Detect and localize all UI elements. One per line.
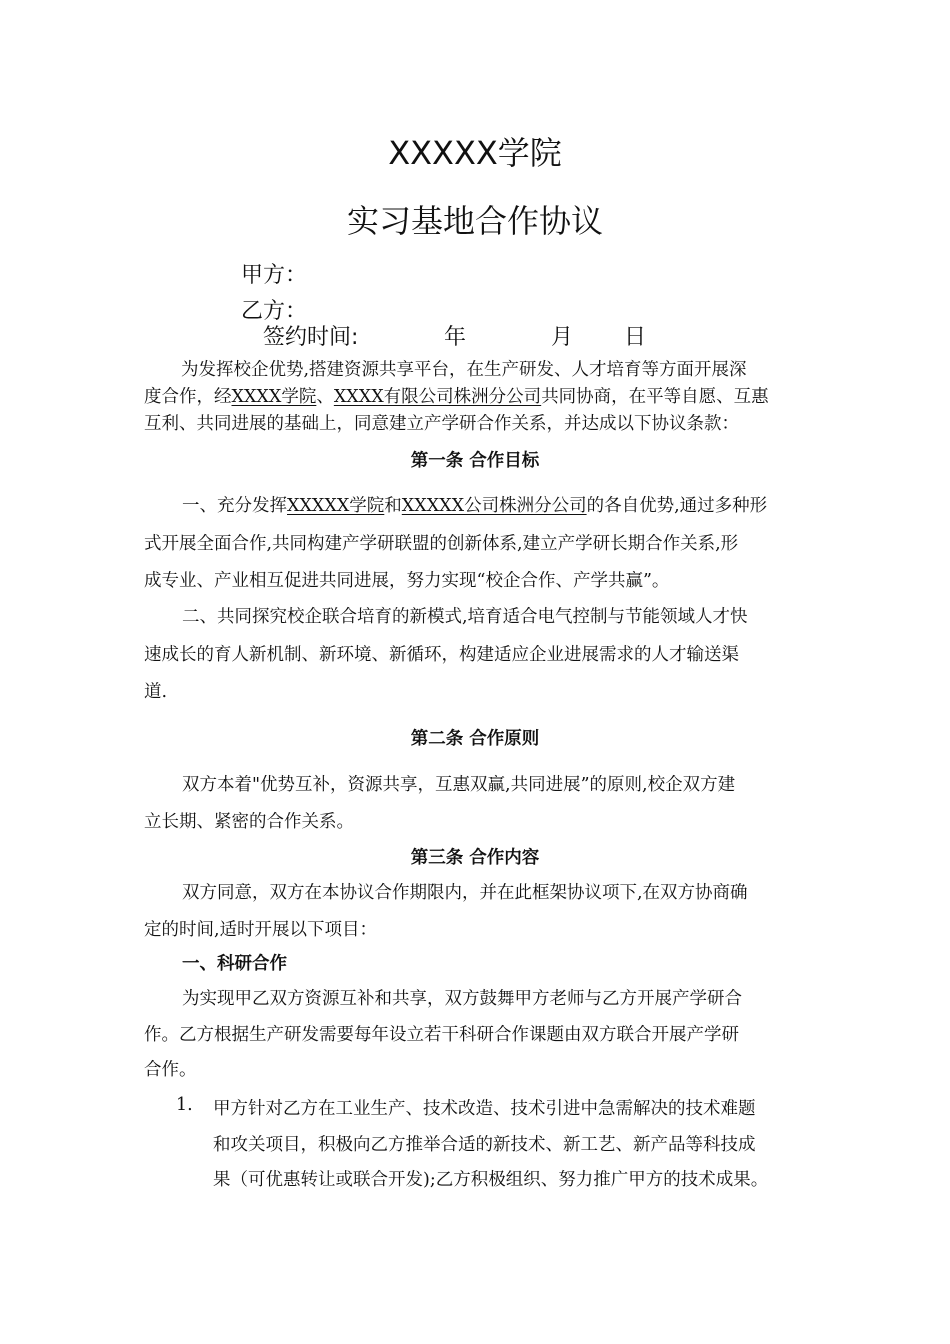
party-a-name: XXXX学院 — [231, 387, 317, 407]
party-a-label: 甲方： — [241, 263, 308, 288]
sign-year: 年 — [444, 325, 467, 350]
item-1-line-1: 甲方针对乙方在工业生产、技术改造、技术引进中急需解决的技术难题 — [213, 1099, 756, 1119]
item-1-number: 1. — [176, 1095, 193, 1115]
section-1-line-2: 作。乙方根据生产研发需要每年设立若干科研合作课题由双方联合开展产学研 — [144, 1025, 739, 1045]
sign-time-label: 签约时间: — [263, 325, 359, 350]
party-b-label: 乙方： — [241, 299, 308, 324]
article-1-para-2-line-1: 二、共同探究校企联合培育的新模式,培育适合电气控制与节能领域人才快 — [182, 607, 748, 627]
item-1-line-2: 和攻关项目，积极向乙方推举合适的新技术、新工艺、新产品等科技成 — [213, 1135, 756, 1155]
intro-line-2: 度合作，经XXXX学院、XXXX有限公司株洲分公司共同协商，在平等自愿、互惠 — [144, 387, 769, 407]
party-b-name: XXXX有限公司株洲分公司 — [333, 387, 542, 407]
article-1-heading: 第一条 合作目标 — [410, 451, 540, 471]
article-1-para-2-line-2: 速成长的育人新机制、新环境、新循环，构建适应企业进展需求的人才输送渠 — [144, 645, 739, 665]
document-title: XXXXX学院 — [388, 134, 562, 172]
article-2-heading: 第二条 合作原则 — [410, 729, 540, 749]
sign-month: 月 — [551, 325, 574, 350]
article-3-line-2: 定的时间,适时开展以下项目： — [144, 920, 378, 940]
section-1-line-1: 为实现甲乙双方资源互补和共享，双方鼓舞甲方老师与乙方开展产学研合 — [182, 989, 742, 1009]
article-1-para-2-line-3: 道. — [144, 682, 168, 702]
document-subtitle: 实习基地合作协议 — [346, 202, 603, 240]
sign-day: 日 — [624, 325, 647, 350]
intro-line-3: 互利、共同进展的基础上，同意建立产学研合作关系，并达成以下协议条款： — [144, 414, 739, 434]
intro-line-1: 为发挥校企优势,搭建资源共享平台，在生产研发、人才培育等方面开展深 — [181, 360, 747, 380]
article-1-para-1-line-1: 一、充分发挥XXXXX学院和XXXXX公司株洲分公司的各自优势,通过多种形 — [182, 496, 768, 516]
section-1-line-3: 合作。 — [144, 1060, 197, 1080]
article-3-line-1: 双方同意，双方在本协议合作期限内，并在此框架协议项下,在双方协商确 — [182, 883, 748, 903]
article-1-para-1-line-3: 成专业、产业相互促进共同进展，努力实现“校企合作、产学共赢”。 — [144, 571, 670, 591]
section-1-title: 一、科研合作 — [182, 954, 287, 974]
article-3-heading: 第三条 合作内容 — [410, 848, 540, 868]
item-1-line-3: 果（可优惠转让或联合开发);乙方积极组织、努力推广甲方的技术成果。 — [213, 1170, 769, 1190]
article-2-line-2: 立长期、紧密的合作关系。 — [144, 812, 354, 832]
article-2-line-1: 双方本着"优势互补，资源共享，互惠双赢,共同进展”的原则,校企双方建 — [182, 775, 736, 795]
article-1-para-1-line-2: 式开展全面合作,共同构建产学研联盟的创新体系,建立产学研长期合作关系,形 — [144, 534, 739, 554]
